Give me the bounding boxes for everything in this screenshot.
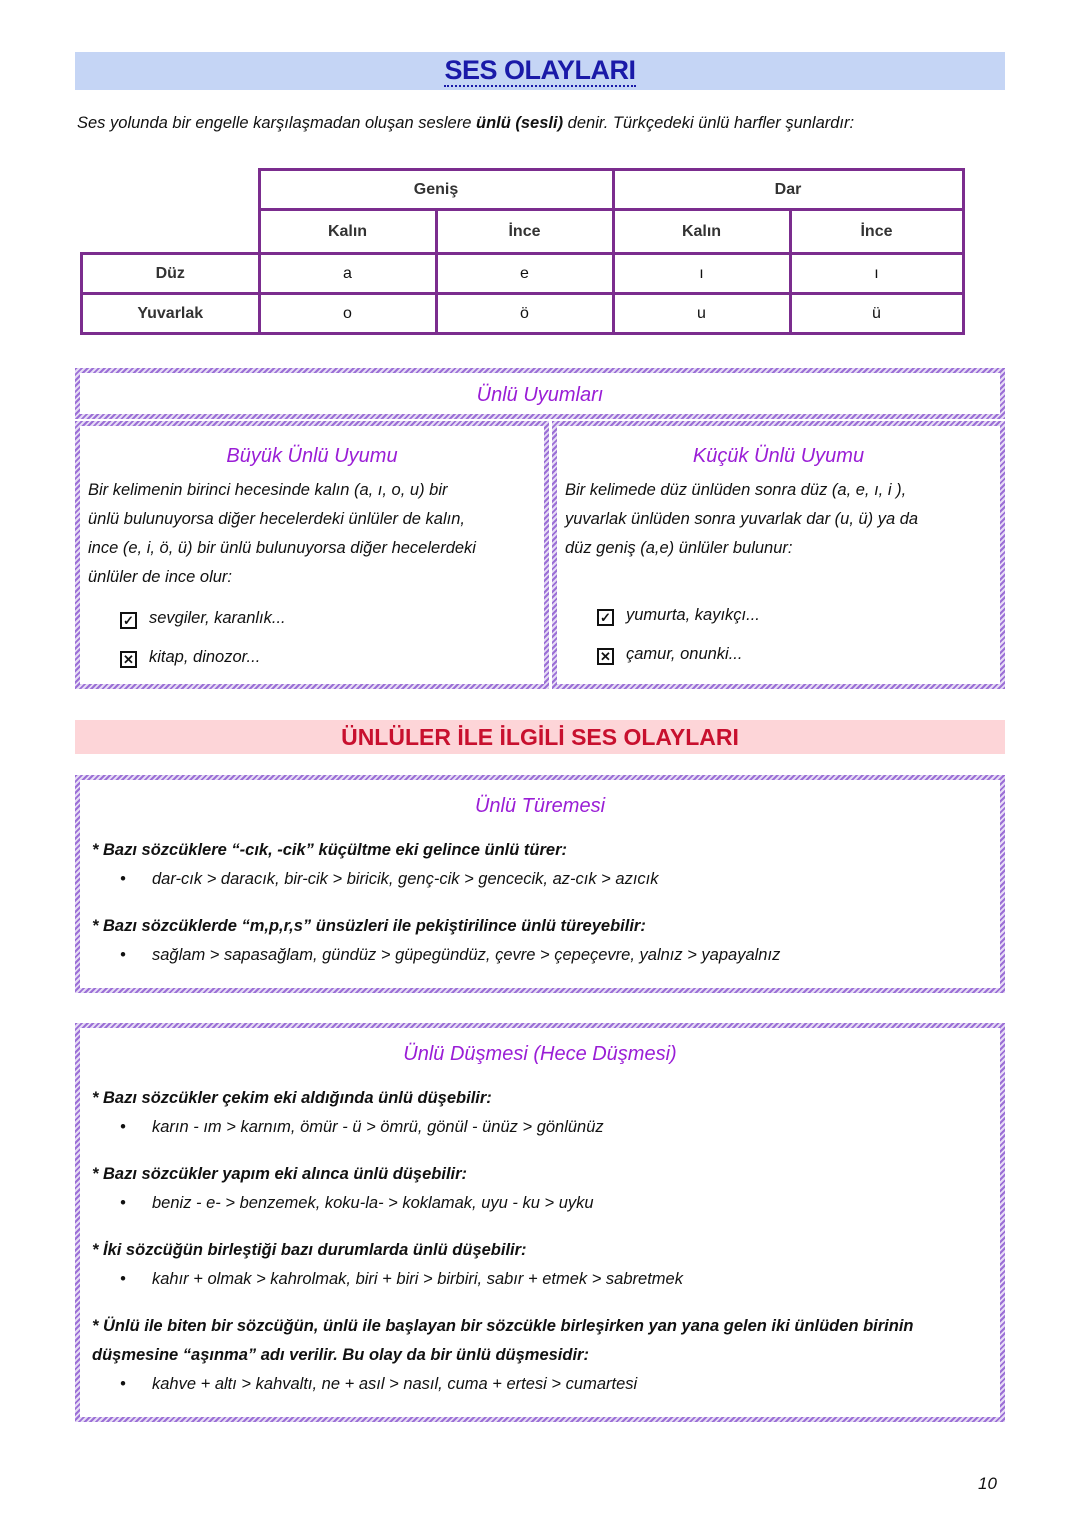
- tureme-title: Ünlü Türemesi: [474, 795, 606, 817]
- cell: e: [436, 254, 613, 294]
- text-line: düz geniş (a,e) ünlüler bulunur:: [565, 539, 793, 557]
- checkbox-crossed-icon: ✕: [120, 651, 137, 668]
- kucuk-unlu-text: [565, 476, 992, 563]
- bullet: •: [120, 870, 126, 888]
- intro-text: [77, 112, 1080, 134]
- cell: ü: [790, 294, 963, 334]
- rule: * Bazı sözcükler yapım eki alınca ünlü düşebilir:: [92, 1165, 468, 1183]
- bullet: •: [120, 1194, 126, 1212]
- harmony-title: Ünlü Uyumları: [476, 384, 604, 406]
- header-genis: Geniş: [259, 170, 613, 210]
- table-row: [82, 294, 964, 334]
- rule-group: [92, 1236, 988, 1294]
- rule: * İki sözcüğün birleştiği bazı durumlarda ünlü düşebilir:: [92, 1241, 527, 1259]
- text-line: Bir kelimenin birinci hecesinde kalın (a, ı, o, u) bir: [88, 481, 448, 499]
- page-number: 10: [978, 1474, 997, 1493]
- section-title: ÜNLÜLER İLE İLGİLİ SES OLAYLARI: [341, 723, 739, 750]
- rule: düşmesine “aşınma” adı verilir. Bu olay da bir ünlü düşmesidir:: [92, 1346, 589, 1364]
- wrong-example: [565, 640, 992, 669]
- buyuk-unlu-title: Büyük Ünlü Uyumu: [226, 445, 398, 467]
- harmony-title-box: [75, 368, 1005, 419]
- unlu-dusmesi-box: [75, 1023, 1005, 1422]
- rule: * Bazı sözcüklere “-cık, -cik” küçültme eki gelince ünlü türer:: [92, 841, 567, 859]
- subheader: Kalın: [259, 210, 436, 254]
- kucuk-unlu-title: Küçük Ünlü Uyumu: [692, 445, 865, 467]
- kucuk-unlu-box: [552, 421, 1005, 689]
- cell: o: [259, 294, 436, 334]
- rule-group: [92, 912, 988, 970]
- intro-bold: ünlü (sesli): [475, 114, 564, 132]
- subheader: Kalın: [613, 210, 790, 254]
- correct-example: [565, 601, 992, 630]
- dusme-title: Ünlü Düşmesi (Hece Düşmesi): [403, 1043, 677, 1065]
- buyuk-unlu-text: [88, 476, 536, 592]
- bullet: •: [120, 1270, 126, 1288]
- cell: u: [613, 294, 790, 334]
- checkbox-crossed-icon: ✕: [597, 648, 614, 665]
- rule-group: [92, 1084, 988, 1142]
- cell: ö: [436, 294, 613, 334]
- checkbox-checked-icon: ✓: [597, 609, 614, 626]
- example-text: kitap, dinozor...: [149, 648, 261, 666]
- row-label: Yuvarlak: [82, 294, 260, 334]
- cell: ı: [790, 254, 963, 294]
- cell: a: [259, 254, 436, 294]
- text-line: ünlüler de ince olur:: [88, 568, 233, 586]
- unlu-tureme-box: [75, 775, 1005, 993]
- title-banner: [75, 52, 1005, 90]
- text-line: ünlü bulunuyorsa diğer hecelerdeki ünlüler de kalın,: [88, 510, 465, 528]
- text-line: yuvarlak ünlüden sonra yuvarlak dar (u, ü) ya da: [565, 510, 919, 528]
- buyuk-unlu-box: [75, 421, 549, 689]
- harmony-section: [75, 368, 1005, 689]
- subheader: İnce: [790, 210, 963, 254]
- vowel-table: [80, 168, 965, 335]
- row-label: Düz: [82, 254, 260, 294]
- bullet: •: [120, 946, 126, 964]
- page-title: SES OLAYLARI: [444, 55, 636, 85]
- section-banner: [75, 720, 1005, 754]
- example-text: sevgiler, karanlık...: [149, 609, 286, 627]
- rule-group: [92, 1160, 988, 1218]
- text-line: ince (e, i, ö, ü) bir ünlü bulunuyorsa diğer hecelerdeki: [88, 539, 476, 557]
- header-dar: Dar: [613, 170, 963, 210]
- example: karın - ım > karnım, ömür - ü > ömrü, gönül - ünüz > gönlünüz: [152, 1118, 604, 1136]
- intro-post: denir. Türkçedeki ünlü harfler şunlardır:: [563, 114, 855, 132]
- bullet: •: [120, 1375, 126, 1393]
- example: beniz - e- > benzemek, koku-la- > koklamak, uyu - ku > uyku: [152, 1194, 594, 1212]
- example: sağlam > sapasağlam, gündüz > güpegündüz, çevre > çepeçevre, yalnız > yapayalnız: [152, 946, 781, 964]
- checkbox-checked-icon: ✓: [120, 612, 137, 629]
- bullet: •: [120, 1118, 126, 1136]
- example: dar-cık > daracık, bir-cik > biricik, genç-cik > gencecik, az-cık > azıcık: [152, 870, 659, 888]
- wrong-example: [88, 643, 536, 672]
- text-line: Bir kelimede düz ünlüden sonra düz (a, e, ı, i ),: [565, 481, 907, 499]
- subheader: İnce: [436, 210, 613, 254]
- rule-group: [92, 1312, 988, 1399]
- example: kahır + olmak > kahrolmak, biri + biri > birbiri, sabır + etmek > sabretmek: [152, 1270, 683, 1288]
- example-text: yumurta, kayıkçı...: [626, 606, 760, 624]
- example-text: çamur, onunki...: [626, 645, 743, 663]
- example: kahve + altı > kahvaltı, ne + asıl > nasıl, cuma + ertesi > cumartesi: [152, 1375, 638, 1393]
- cell: ı: [613, 254, 790, 294]
- intro-pre: Ses yolunda bir engelle karşılaşmadan oluşan seslere: [77, 114, 476, 132]
- rule: * Bazı sözcüklerde “m,p,r,s” ünsüzleri ile pekiştirilince ünlü türeyebilir:: [92, 917, 646, 935]
- rule: * Bazı sözcükler çekim eki aldığında ünlü düşebilir:: [92, 1089, 492, 1107]
- correct-example: [88, 604, 536, 633]
- table-row: [82, 254, 964, 294]
- rule: * Ünlü ile biten bir sözcüğün, ünlü ile başlayan bir sözcükle birleşirken yan yana gelen iki ünlüden birinin: [92, 1317, 914, 1335]
- rule-group: [92, 836, 988, 894]
